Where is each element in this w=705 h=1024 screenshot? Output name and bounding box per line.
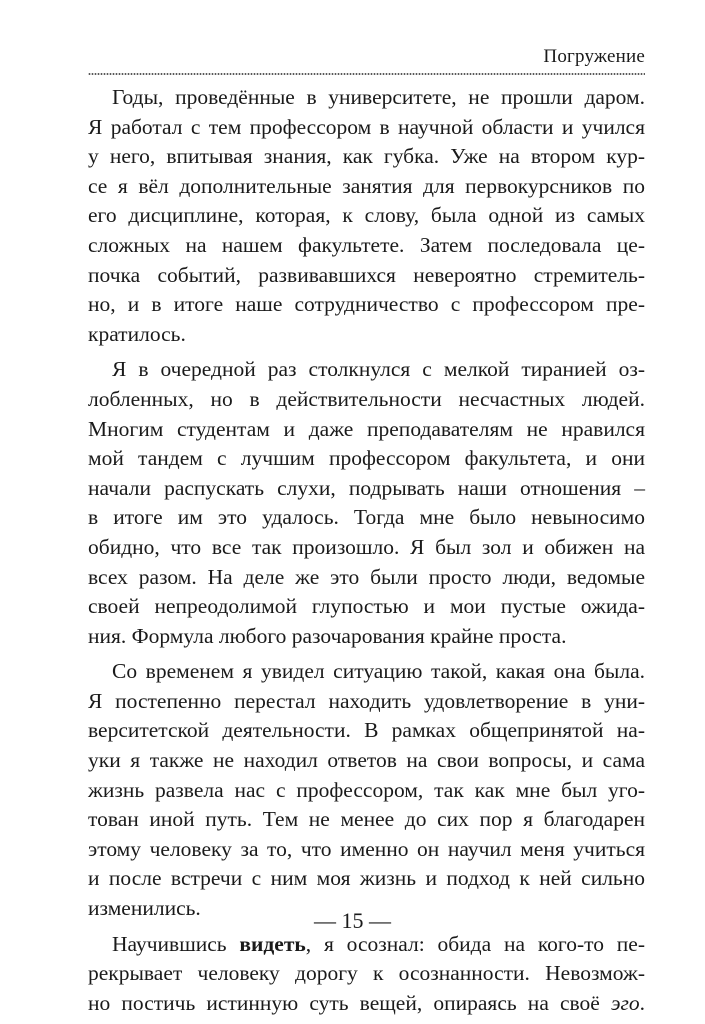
paragraph-line — [88, 989, 645, 1019]
paragraph-line: его дисциплине, которая, к слову, была одной из самых — [88, 203, 645, 228]
paragraph-line: Я в очередной раз столкнулся с мелкой тиранией оз- — [112, 357, 645, 382]
emphasis-bold: видеть — [239, 931, 306, 956]
paragraph-line: ния. Формула любого разочарования крайне проста. — [88, 623, 567, 648]
paragraph-line: жизнь развела нас с профессором, так как мне был уго- — [88, 777, 645, 802]
emphasis-italic: эго — [611, 990, 640, 1015]
paragraph-line: этому человеку за то, что именно он научил меня учиться — [88, 836, 645, 861]
header-dotted-rule — [88, 72, 645, 76]
paragraph-line: се я вёл дополнительные занятия для первокурсников по — [88, 173, 645, 198]
paragraph-line: мой тандем с лучшим профессором факультета, и они — [88, 446, 645, 471]
line-text: , я осознал: обида на кого-то пе- — [305, 931, 645, 956]
paragraph-line: Я постепенно перестал находить удовлетворение в уни- — [88, 688, 645, 713]
paragraph-line: но, и в итоге наше сотрудничество с профессором пре- — [88, 292, 645, 317]
paragraph-line: рекрывает человеку дорогу к осознанности. Невозмож- — [88, 961, 645, 986]
paragraph-line: лобленных, но в действительности несчастных людей. — [88, 386, 645, 411]
paragraph-line: и после встречи с ним моя жизнь и подход к ней сильно — [88, 866, 645, 891]
paragraph-line: кратилось. — [88, 321, 186, 346]
paragraph-line — [88, 930, 645, 960]
paragraph-line: уки я также не находил ответов на свои вопросы, и сама — [88, 748, 645, 773]
paragraph-line: всех разом. На деле же это были просто люди, ведомые — [88, 564, 645, 589]
paragraph-line: почка событий, развивавшихся невероятно стремитель- — [88, 262, 645, 287]
paragraph-1 — [88, 83, 645, 349]
line-text: . — [639, 990, 645, 1015]
page-number: — 15 — — [314, 908, 391, 933]
paragraph-line: Годы, проведённые в университете, не прошли даром. — [112, 85, 645, 109]
paragraph-line: начали распускать слухи, подрывать наши отношения – — [88, 475, 645, 500]
paragraph-2 — [88, 355, 645, 651]
paragraph-line: Я работал с тем профессором в научной области и учился — [88, 114, 645, 139]
paragraph-4 — [88, 930, 645, 1019]
paragraph-line: Многим студентам и даже преподавателям не нравился — [88, 416, 645, 441]
line-text: но постичь истинную суть вещей, опираясь на своё — [88, 990, 611, 1015]
paragraph-line: в итоге им это удалось. Тогда мне было невыносимо — [88, 505, 645, 530]
paragraph-line: у него, впитывая знания, как губка. Уже на втором кур- — [88, 144, 645, 169]
body-text — [88, 83, 645, 1024]
paragraph-line: сложных на нашем факультете. Затем последовала це- — [88, 232, 645, 257]
paragraph-line: изменились. — [88, 896, 201, 921]
running-head: Погружение — [543, 46, 645, 67]
paragraph-line: своей непреодолимой глупостью и мои пустые ожида- — [88, 594, 645, 619]
paragraph-3 — [88, 657, 645, 923]
paragraph-line: Со временем я увидел ситуацию такой, какая она была. — [112, 659, 645, 684]
line-text: Научившись — [112, 931, 240, 956]
paragraph-line: верситетской деятельности. В рамках общепринятой на- — [88, 718, 645, 743]
paragraph-line: тован иной путь. Тем не менее до сих пор я благодарен — [88, 807, 645, 832]
paragraph-line: обидно, что все так произошло. Я был зол и обижен на — [88, 534, 645, 559]
